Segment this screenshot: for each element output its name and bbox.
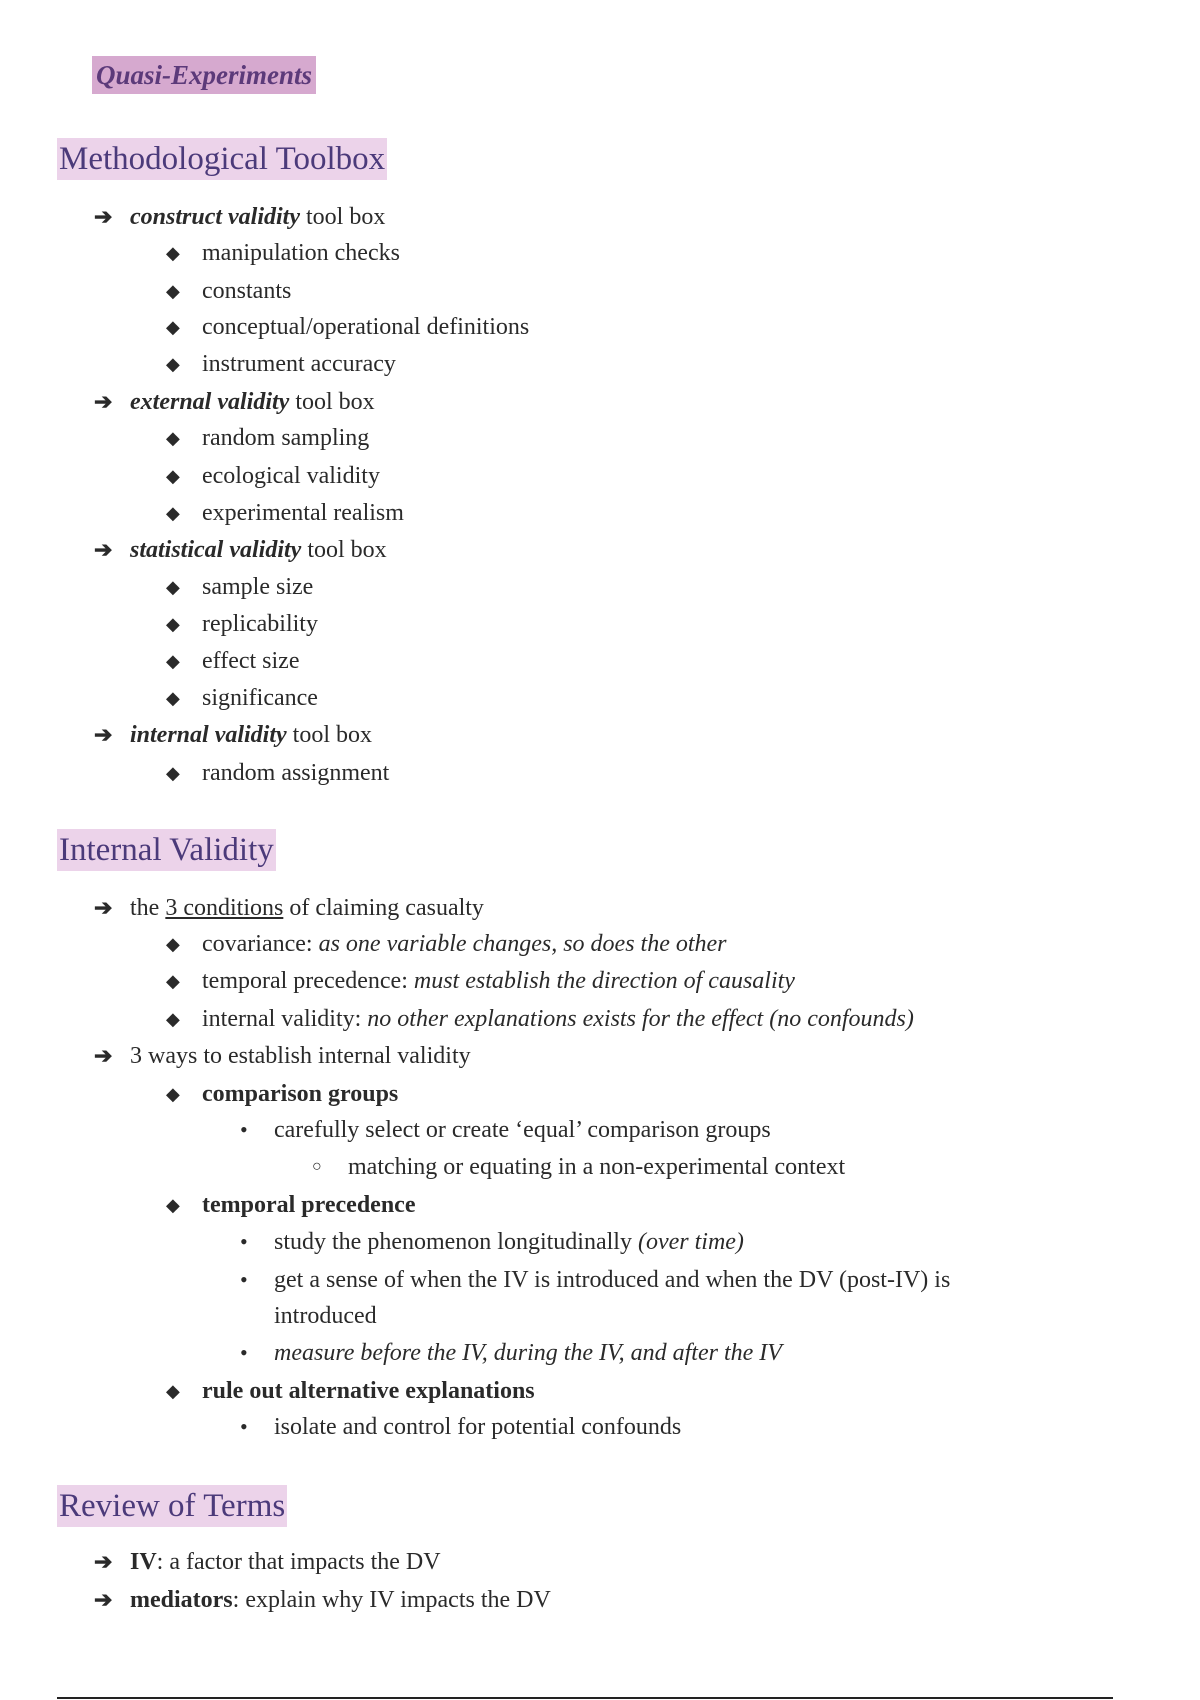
bottom-divider [57,1697,1113,1699]
diamond-bullet-icon: ◆ [166,971,180,991]
diamond-bullet-icon: ◆ [166,243,180,263]
arrow-right-icon: ➔ [94,1587,113,1612]
diamond-bullet-icon: ◆ [166,577,180,597]
diamond-bullet-icon: ◆ [166,428,180,448]
arrow-right-icon: ➔ [94,895,113,920]
diamond-bullet-icon: ◆ [166,934,180,954]
arrow-right-icon: ➔ [94,1549,113,1574]
validity-label: internal validity [130,722,287,748]
diamond-bullet-icon: ◆ [166,1195,180,1215]
arrow-right-icon: ➔ [94,204,113,229]
validity-label: external validity [130,389,290,415]
disc-bullet-icon: • [240,1340,248,1365]
section-heading-internal-validity: Internal Validity [57,829,276,871]
circle-bullet-icon: ○ [312,1158,322,1175]
diamond-bullet-icon: ◆ [166,651,180,671]
disc-bullet-icon: • [240,1414,248,1439]
disc-bullet-icon: • [240,1229,248,1254]
diamond-bullet-icon: ◆ [166,1381,180,1401]
validity-label: statistical validity [130,537,302,563]
section-heading-review: Review of Terms [57,1485,287,1527]
diamond-bullet-icon: ◆ [166,1084,180,1104]
diamond-bullet-icon: ◆ [166,466,180,486]
diamond-bullet-icon: ◆ [166,281,180,301]
section-heading-toolbox: Methodological Toolbox [57,138,387,180]
arrow-right-icon: ➔ [94,1043,113,1068]
diamond-bullet-icon: ◆ [166,317,180,337]
diamond-bullet-icon: ◆ [166,503,180,523]
diamond-bullet-icon: ◆ [166,1009,180,1029]
arrow-right-icon: ➔ [94,537,113,562]
diamond-bullet-icon: ◆ [166,688,180,708]
diamond-bullet-icon: ◆ [166,614,180,634]
diamond-bullet-icon: ◆ [166,763,180,783]
diamond-bullet-icon: ◆ [166,354,180,374]
disc-bullet-icon: • [240,1267,248,1292]
page-title: Quasi-Experiments [92,56,316,94]
arrow-right-icon: ➔ [94,389,113,414]
validity-label: construct validity [130,204,300,230]
disc-bullet-icon: • [240,1117,248,1142]
arrow-right-icon: ➔ [94,722,113,747]
